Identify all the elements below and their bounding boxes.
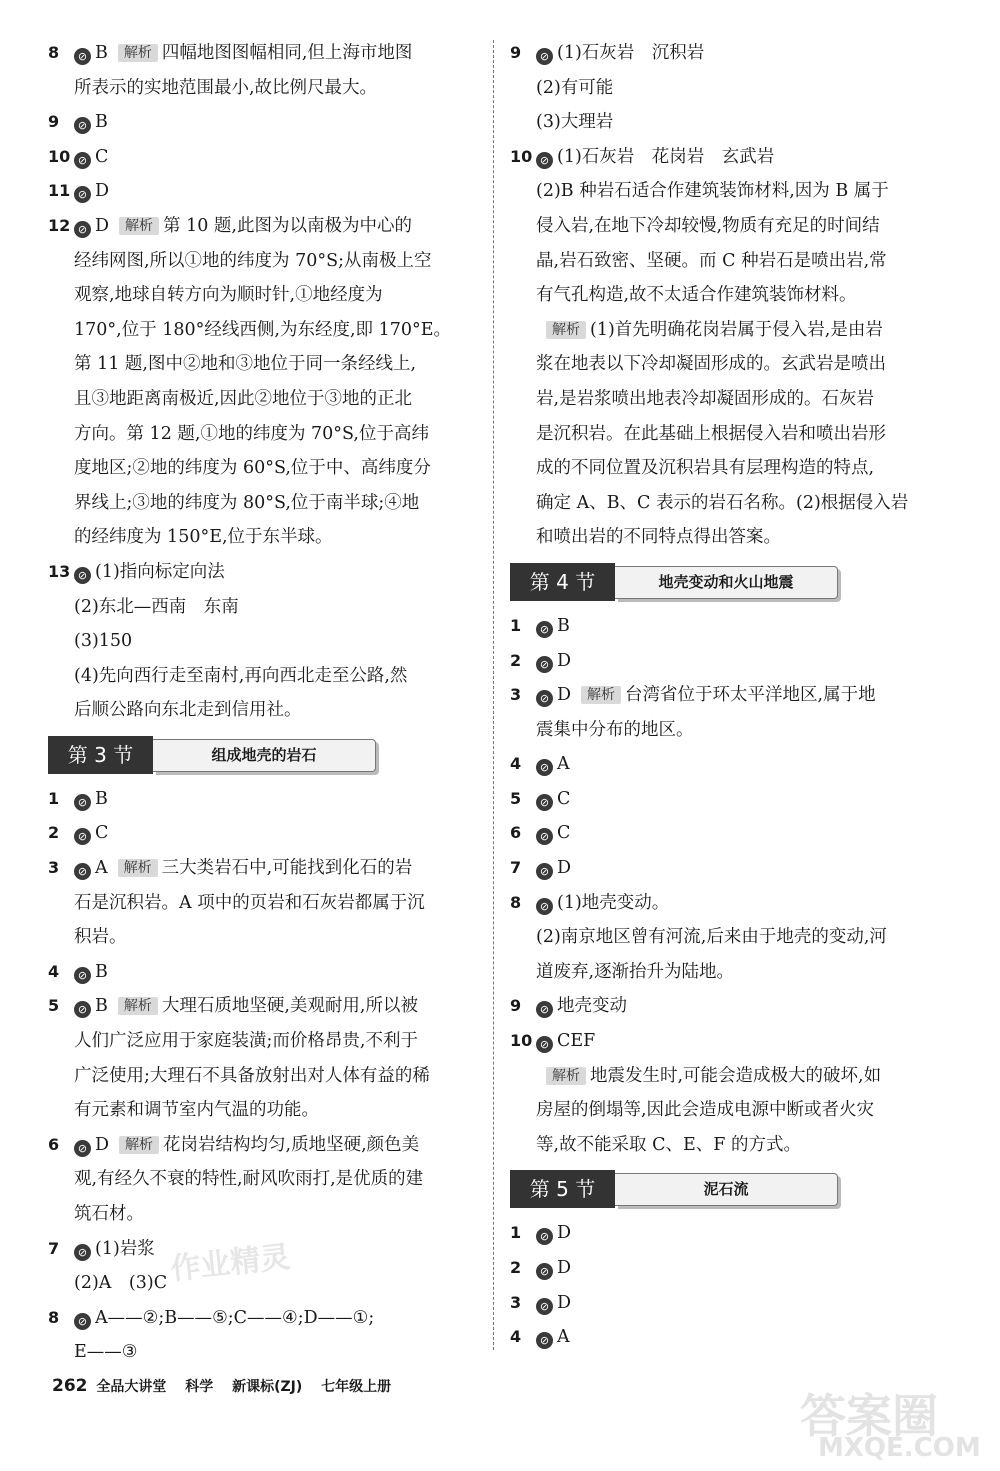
answer-item	[48, 816, 488, 851]
answer-key-icon: ⊘	[74, 1313, 91, 1330]
question-number: 3	[510, 1292, 522, 1312]
answer-list	[48, 36, 488, 728]
continuation-line: 且③地距离南极近,因此②地位于③地的正北	[74, 388, 413, 409]
answer-text: A	[95, 858, 108, 879]
page-footer	[52, 1376, 405, 1396]
answer-text: B	[95, 112, 108, 133]
continuation-line: 界线上;③地的纬度为 80°S,位于南半球;④地	[74, 492, 420, 513]
question-number: 10	[510, 1031, 533, 1051]
watermark: 答案圈	[800, 1389, 938, 1443]
continuation-line: 岩,是岩浆喷出地表冷却凝固形成的。石灰岩	[536, 388, 875, 409]
answer-item	[510, 644, 950, 679]
question-number: 3	[510, 685, 522, 705]
continuation-line: 筑石材。	[74, 1204, 144, 1224]
continuation-line: 等,故不能采取 C、E、F 的方式。	[536, 1134, 801, 1155]
question-number: 12	[48, 215, 71, 235]
question-number: 7	[48, 1238, 60, 1258]
continuation-line: (2)有可能	[536, 77, 614, 98]
answer-text: C	[557, 823, 571, 844]
answer-text: B	[95, 961, 108, 982]
section-number: 第 4 节	[510, 563, 615, 601]
question-number: 9	[510, 996, 522, 1016]
continuation-line: 浆在地表以下冷却凝固形成的。玄武岩是喷出	[536, 354, 886, 375]
analysis-tag: 解析	[546, 1067, 586, 1085]
answer-list	[48, 782, 488, 1370]
question-number: 5	[510, 788, 522, 808]
continuation-line: 和喷出岩的不同特点得出答案。	[536, 527, 781, 548]
answer-item	[510, 609, 950, 644]
section-title: 泥石流	[615, 1173, 838, 1206]
question-number: 1	[510, 615, 522, 635]
answer-text: D	[557, 685, 572, 706]
answer-item	[48, 955, 488, 990]
answer-item	[510, 747, 950, 782]
question-number: 8	[48, 43, 60, 62]
question-number: 11	[48, 181, 71, 201]
answer-item	[510, 1251, 950, 1286]
answer-key-icon: ⊘	[536, 1036, 553, 1053]
page-number: 262	[52, 1376, 88, 1396]
answer-key-icon: ⊘	[536, 152, 553, 169]
answer-text: C	[95, 146, 109, 167]
continuation-line: 有元素和调节室内气温的功能。	[74, 1100, 319, 1121]
answer-text: D	[557, 1223, 572, 1244]
answer-key-icon: ⊘	[536, 794, 553, 811]
answer-text: (1)石灰岩 沉积岩	[557, 43, 705, 63]
analysis-tag: 解析	[118, 859, 158, 877]
continuation-line: 有气孔构造,故不太适合作建筑装饰材料。	[536, 285, 857, 306]
answer-text: D	[95, 1134, 110, 1155]
answer-key-icon: ⊘	[74, 863, 91, 880]
question-number: 4	[48, 961, 60, 981]
answer-key-icon: ⊘	[74, 567, 91, 584]
answer-key-icon: ⊘	[74, 221, 91, 238]
analysis-text: 第 10 题,此图为以南极为中心的	[163, 215, 412, 236]
answer-key-icon: ⊘	[74, 186, 91, 203]
column-divider	[493, 40, 494, 1350]
analysis-tag: 解析	[546, 321, 586, 339]
answer-list	[510, 609, 950, 1163]
continuation-line: 晶,岩石致密、坚硬。而 C 种岩石是喷出岩,常	[536, 250, 887, 271]
question-number: 1	[48, 788, 60, 808]
answer-item	[48, 1128, 488, 1163]
answer-text: B	[95, 43, 108, 63]
analysis-line	[510, 313, 950, 348]
subject: 科学	[185, 1379, 214, 1395]
answer-item	[48, 989, 488, 1024]
continuation-line: (2)B 种岩石适合作建筑装饰材料,因为 B 属于	[536, 181, 889, 202]
continuation-line: 积岩。	[74, 927, 127, 948]
continuation-line: (2)南京地区曾有河流,后来由于地壳的变动,河	[536, 927, 887, 948]
continuation-line: 确定 A、B、C 表示的岩石名称。(2)根据侵入岩	[536, 492, 909, 513]
analysis-text: 地震发生时,可能会造成极大的破坏,如	[590, 1065, 882, 1086]
answer-text: CEF	[557, 1031, 596, 1052]
answer-text: D	[95, 181, 110, 202]
answer-text: D	[95, 215, 110, 236]
answer-text: C	[557, 788, 571, 809]
answer-item	[510, 1286, 950, 1321]
answer-item	[510, 816, 950, 851]
analysis-tag: 解析	[119, 217, 159, 235]
continuation-line: (3)大理岩	[536, 112, 614, 133]
answer-key-icon: ⊘	[74, 117, 91, 134]
answer-item	[48, 209, 488, 244]
answer-text: (1)指向标定向法	[95, 561, 225, 582]
analysis-text: 四幅地图图幅相同,但上海市地图	[161, 43, 413, 63]
question-number: 4	[510, 754, 522, 774]
continuation-line: E——③	[74, 1342, 138, 1363]
continuation-line: 方向。第 12 题,①地的纬度为 70°S,位于高纬	[74, 423, 429, 444]
continuation-line: 经纬网图,所以①地的纬度为 70°S;从南极上空	[74, 250, 432, 271]
answer-key-icon: ⊘	[74, 1140, 91, 1157]
brand-name: 全品大讲堂	[96, 1379, 167, 1395]
continuation-line: 后顺公路向东北走到信用社。	[74, 700, 302, 721]
question-number: 6	[510, 823, 522, 843]
analysis-tag: 解析	[118, 997, 158, 1015]
answer-text: (1)地壳变动。	[557, 892, 670, 913]
answer-text: D	[557, 1258, 572, 1278]
answer-text: A	[557, 754, 570, 775]
continuation-line: 人们广泛应用于家庭装潢;而价格昂贵,不利于	[74, 1031, 418, 1052]
watermark: 作业精灵	[168, 1239, 292, 1288]
answer-key-icon: ⊘	[74, 1001, 91, 1018]
section-title: 地壳变动和火山地震	[615, 566, 838, 599]
continuation-line: 震集中分布的地区。	[536, 719, 694, 740]
analysis-text: 三大类岩石中,可能找到化石的岩	[161, 858, 413, 879]
answer-item	[510, 1024, 950, 1059]
question-number: 10	[510, 146, 533, 166]
answer-key-icon: ⊘	[74, 1244, 91, 1261]
analysis-text: (1)首先明确花岗岩属于侵入岩,是由岩	[590, 319, 883, 340]
analysis-text: 台湾省位于环太平洋地区,属于地	[625, 685, 876, 706]
answer-key-icon: ⊘	[74, 152, 91, 169]
question-number: 9	[48, 112, 60, 132]
answer-text: B	[95, 996, 108, 1017]
analysis-tag: 解析	[581, 686, 621, 704]
answer-item	[510, 678, 950, 713]
answer-text: C	[95, 823, 109, 844]
section-number: 第 5 节	[510, 1170, 615, 1208]
question-number: 2	[48, 823, 60, 843]
answer-list	[510, 36, 950, 555]
analysis-line	[510, 1059, 950, 1094]
question-number: 2	[510, 650, 522, 670]
section-number: 第 3 节	[48, 736, 153, 774]
answer-item	[48, 782, 488, 817]
question-number: 5	[48, 996, 60, 1016]
answer-key-icon: ⊘	[536, 898, 553, 915]
continuation-line: 观察,地球自转方向为顺时针,①地经度为	[74, 285, 383, 306]
answer-text: A——②;B——⑤;C——④;D——①;	[95, 1307, 375, 1328]
answer-key-icon: ⊘	[536, 48, 553, 65]
answer-item	[510, 782, 950, 817]
answer-item	[510, 989, 950, 1024]
section-title: 组成地壳的岩石	[153, 739, 376, 772]
answer-item	[48, 140, 488, 175]
answer-item	[48, 555, 488, 590]
analysis-tag: 解析	[119, 1136, 159, 1154]
answer-key-icon: ⊘	[536, 1332, 553, 1349]
answer-item	[48, 851, 488, 886]
continuation-line: 的经纬度为 150°E,位于东半球。	[74, 527, 333, 548]
answer-key-icon: ⊘	[536, 863, 553, 880]
answer-key-icon: ⊘	[536, 759, 553, 776]
answer-item	[510, 851, 950, 886]
continuation-line: 度地区;②地的纬度为 60°S,位于中、高纬度分	[74, 458, 431, 479]
answer-text: A	[557, 1327, 570, 1348]
question-number: 13	[48, 561, 71, 581]
continuation-line: 道废弃,逐渐抬升为陆地。	[536, 961, 735, 982]
continuation-line: (3)150	[74, 631, 133, 652]
answer-key-icon: ⊘	[74, 48, 91, 65]
section-5-header	[510, 1170, 950, 1208]
continuation-line: 第 11 题,图中②地和③地位于同一条经线上,	[74, 354, 417, 375]
question-number: 8	[48, 1307, 60, 1327]
continuation-line: (2)东北—西南 东南	[74, 596, 239, 617]
continuation-line: (4)先向西行走至南村,再向西北走至公路,然	[74, 665, 408, 686]
answer-key-icon: ⊘	[536, 656, 553, 673]
grade: 七年级上册	[321, 1379, 392, 1395]
watermark: MXQE.COM	[818, 1433, 981, 1463]
answer-key-icon: ⊘	[536, 828, 553, 845]
continuation-line: 是沉积岩。在此基础上根据侵入岩和喷出岩形	[536, 423, 886, 444]
continuation-line: 石是沉积岩。A 项中的页岩和石灰岩都属于沉	[74, 892, 425, 913]
answer-item	[510, 140, 950, 175]
analysis-text: 花岗岩结构均匀,质地坚硬,颜色美	[163, 1134, 420, 1155]
answer-key-icon: ⊘	[536, 690, 553, 707]
answer-key-icon: ⊘	[536, 621, 553, 638]
answer-key-icon: ⊘	[74, 794, 91, 811]
answer-text: 地壳变动	[557, 996, 627, 1017]
continuation-line: 成的不同位置及沉积岩具有层理构造的特点,	[536, 458, 875, 479]
analysis-text: 大理石质地坚硬,美观耐用,所以被	[161, 996, 418, 1017]
answer-item	[510, 1216, 950, 1251]
continuation-line: (2)A (3)C	[74, 1273, 168, 1294]
answer-item	[48, 1301, 488, 1336]
question-number: 8	[510, 892, 522, 912]
question-number: 1	[510, 1223, 522, 1243]
section-3-header	[48, 736, 488, 774]
answer-text: D	[557, 858, 572, 879]
answer-key-icon: ⊘	[74, 967, 91, 984]
answer-item	[510, 36, 950, 71]
answer-key-icon: ⊘	[536, 1228, 553, 1245]
answer-item	[48, 174, 488, 209]
answer-key-icon: ⊘	[74, 828, 91, 845]
left-column	[48, 36, 488, 1370]
continuation-line: 观,有经久不衰的特性,耐风吹雨打,是优质的建	[74, 1169, 424, 1190]
answer-item	[510, 886, 950, 921]
analysis-tag: 解析	[118, 44, 158, 62]
question-number: 4	[510, 1327, 522, 1347]
answer-key-icon: ⊘	[536, 1001, 553, 1018]
continuation-line: 房屋的倒塌等,因此会造成电源中断或者火灾	[536, 1100, 875, 1121]
question-number: 3	[48, 858, 60, 878]
answer-text: D	[557, 650, 572, 671]
answer-item	[510, 1320, 950, 1355]
answer-list	[510, 1216, 950, 1354]
question-number: 7	[510, 858, 522, 878]
question-number: 10	[48, 146, 71, 166]
right-column	[510, 36, 950, 1355]
answer-text: D	[557, 1292, 572, 1313]
answer-text: (1)岩浆	[95, 1238, 155, 1259]
answer-item	[48, 105, 488, 140]
question-number: 6	[48, 1134, 60, 1154]
section-4-header	[510, 563, 950, 601]
continuation-line: 170°,位于 180°经线西侧,为东经度,即 170°E。	[74, 319, 452, 340]
answer-item	[48, 36, 488, 71]
continuation-line: 侵入岩,在地下冷却较慢,物质有充足的时间结	[536, 215, 880, 236]
answer-text: B	[557, 615, 570, 636]
answer-key-icon: ⊘	[536, 1298, 553, 1315]
question-number: 9	[510, 43, 522, 62]
answer-text: B	[95, 788, 108, 809]
answer-key-icon: ⊘	[536, 1263, 553, 1280]
continuation-line: 所表示的实地范围最小,故比例尺最大。	[74, 77, 378, 98]
continuation-line: 广泛使用;大理石不具备放射出对人体有益的稀	[74, 1065, 430, 1086]
question-number: 2	[510, 1258, 522, 1277]
edition: 新课标(ZJ)	[232, 1379, 303, 1395]
answer-text: (1)石灰岩 花岗岩 玄武岩	[557, 146, 775, 167]
